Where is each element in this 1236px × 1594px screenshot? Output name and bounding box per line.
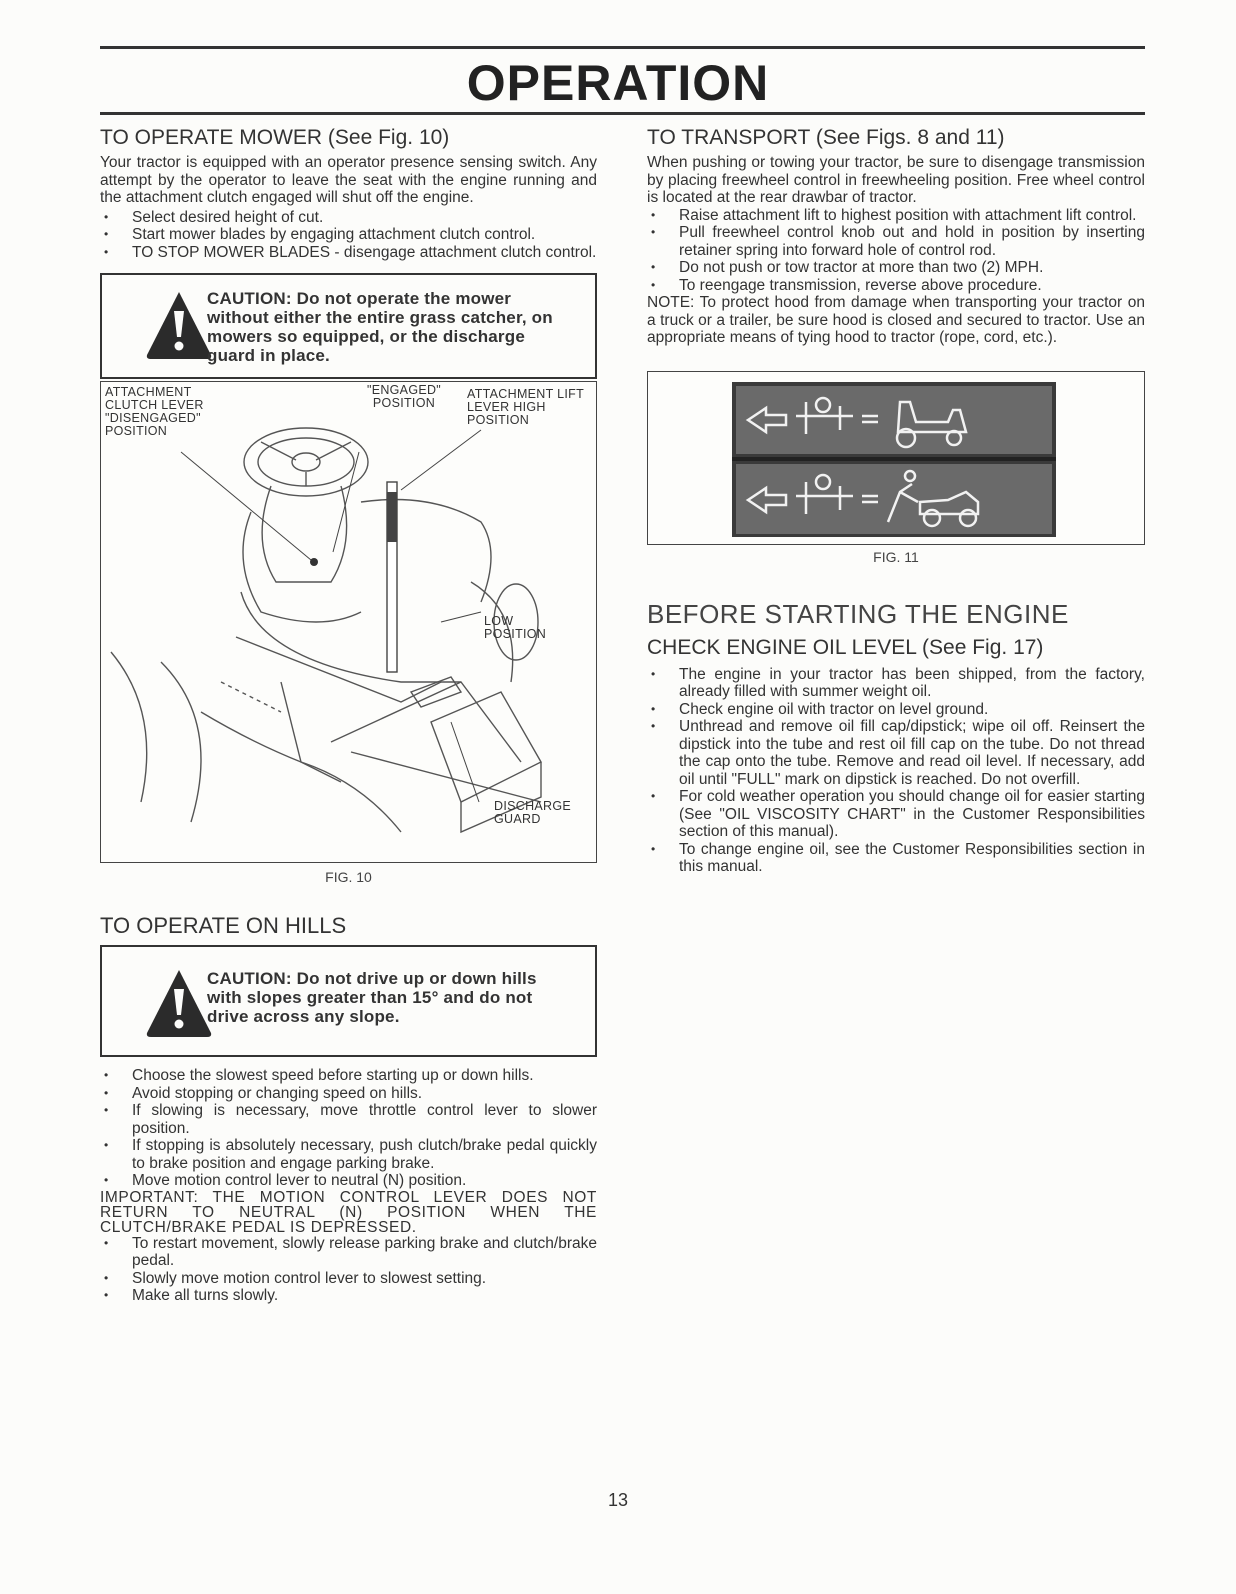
transport-note: NOTE: To protect hood from damage when transporting your tractor on a truck or a trailer, be sure hood is closed and secured to tractor. Use an appropriate means of tying hood to tractor (rope, cord, etc.). [647, 294, 1145, 346]
list-item: • The engine in your tractor has been shipped, from the factory, already filled with summer weight oil. [647, 666, 1145, 701]
oil-level-heading: CHECK ENGINE OIL LEVEL (See Fig. 17) [647, 635, 1044, 659]
right-column [647, 126, 1145, 876]
top-rule [100, 46, 1145, 49]
list-item: • Check engine oil with tractor on level ground. [647, 701, 1145, 719]
list-item: • Pull freewheel control knob out and hold in position by inserting retainer spring into forward hole of control rod. [647, 224, 1145, 259]
list-item: • TO STOP MOWER BLADES - disengage attachment clutch control. [100, 244, 597, 262]
mower-caution-text: CAUTION: Do not operate the mower without either the entire grass catcher, on mowers so equipped, or the discharge guard in place. [207, 289, 553, 365]
title-rule [100, 112, 1145, 115]
list-item: • If slowing is necessary, move throttle control lever to slower position. [100, 1102, 597, 1137]
transport-intro: When pushing or towing your tractor, be sure to disengage transmission by placing freewheel control in freewheeling position. Free wheel control is located at the rear drawbar of tractor. [647, 154, 1145, 206]
hills-list [100, 1067, 597, 1190]
list-item: • Choose the slowest speed before starting up or down hills. [100, 1067, 597, 1085]
operate-mower-list [100, 209, 597, 262]
fig10-caption: FIG. 10 [325, 869, 372, 885]
list-item: • Avoid stopping or changing speed on hills. [100, 1085, 597, 1103]
list-item: • Unthread and remove oil fill cap/dipstick; wipe oil off. Reinsert the dipstick into the tube and rest oil fill cap on the tube. Do not thread the cap onto the tube. Remove and read oil level. If necessary, add oil until "FULL" mark on dipstick is reached. Do not overfill. [647, 718, 1145, 788]
mower-caution-box [100, 273, 597, 379]
hills-caution-text: CAUTION: Do not drive up or down hills with slopes greater than 15° and do not drive across any slope. [207, 969, 537, 1026]
page-title: OPERATION [466, 55, 770, 111]
hills-caution-box [100, 945, 597, 1057]
hills-heading: TO OPERATE ON HILLS [100, 913, 347, 938]
transport-list [647, 207, 1145, 295]
lift-lever-label: ATTACHMENT LIFT LEVER HIGH POSITION [467, 387, 584, 427]
before-start-heading: BEFORE STARTING THE ENGINE [647, 598, 1069, 629]
fig11-caption: FIG. 11 [873, 548, 919, 565]
list-item: • Do not push or tow tractor at more than two (2) MPH. [647, 259, 1145, 277]
list-item: • Select desired height of cut. [100, 209, 597, 227]
page-number: 13 [607, 1490, 629, 1510]
operate-mower-intro: Your tractor is equipped with an operator presence sensing switch. Any attempt by the operator to leave the seat with the engine running and the attachment clutch engaged will shut off the engine. [100, 154, 597, 206]
oil-list [647, 666, 1145, 876]
transport-heading: TO TRANSPORT (See Figs. 8 and 11) [647, 126, 1005, 149]
list-item: • To reengage transmission, reverse above procedure. [647, 277, 1145, 295]
list-item: • Raise attachment lift to highest position with attachment lift control. [647, 207, 1145, 225]
fig11-figure [647, 371, 1145, 545]
discharge-guard-label: DISCHARGE GUARD [494, 799, 572, 826]
list-item: • To change engine oil, see the Customer Responsibilities section in this manual. [647, 841, 1145, 876]
warning-icon [144, 289, 214, 361]
fig10-figure [100, 381, 597, 863]
list-item: • For cold weather operation you should change oil for easier starting (See "OIL VISCOSITY CHART" in the Customer Responsibilities section of this manual). [647, 788, 1145, 841]
list-item: • Slowly move motion control lever to slowest setting. [100, 1270, 597, 1288]
engaged-position-label: "ENGAGED" POSITION [366, 383, 442, 410]
operate-mower-heading: TO OPERATE MOWER (See Fig. 10) [100, 126, 450, 149]
hills-list-2 [100, 1235, 597, 1305]
list-item: • Make all turns slowly. [100, 1287, 597, 1305]
list-item: • To restart movement, slowly release parking brake and clutch/brake pedal. [100, 1235, 597, 1270]
important-note: IMPORTANT: THE MOTION CONTROL LEVER DOES NOT RETURN TO NEUTRAL (N) POSITION WHEN THE CLUTCH/BRAKE PEDAL IS DEPRESSED. [100, 1188, 597, 1236]
list-item: • Start mower blades by engaging attachment clutch control. [100, 226, 597, 244]
list-item: • If stopping is absolutely necessary, push clutch/brake pedal quickly to brake position and engage parking brake. [100, 1137, 597, 1172]
low-position-label: LOW POSITION [484, 614, 547, 641]
list-item: • Move motion control lever to neutral (N) position. [100, 1172, 597, 1190]
freewheel-decal-illustration [648, 372, 1144, 542]
warning-icon [144, 967, 214, 1039]
clutch-lever-label: ATTACHMENT CLUTCH LEVER "DISENGAGED" POSITION [105, 385, 204, 438]
left-column [100, 126, 597, 1305]
